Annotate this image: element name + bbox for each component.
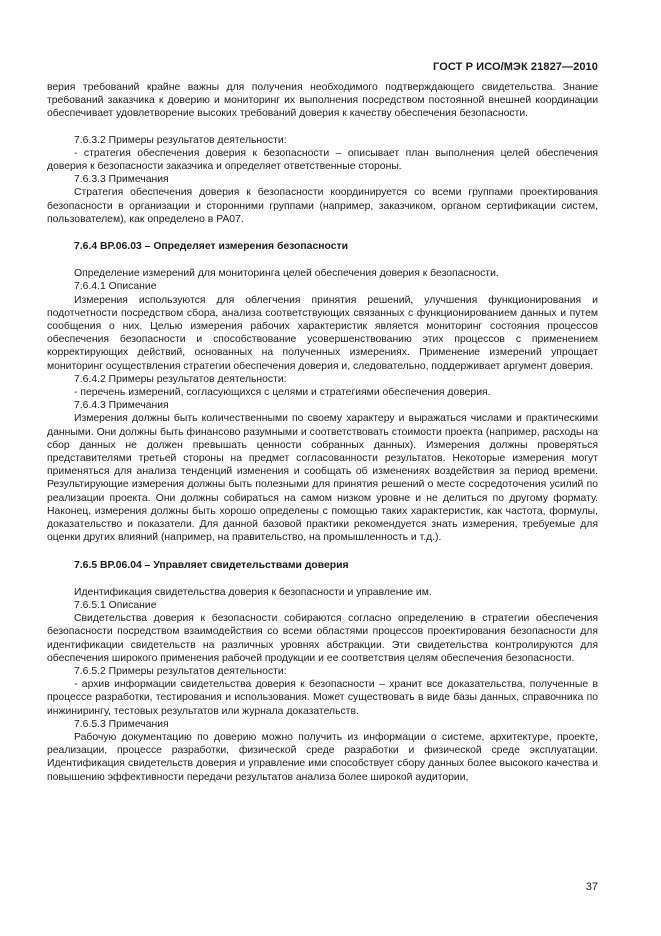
subsection-heading-7-6-4-2: 7.6.4.2 Примеры результатов деятельности: xyxy=(74,373,287,385)
subsection-heading-7-6-4-3: 7.6.4.3 Примечания xyxy=(74,400,169,412)
paragraph: Свидетельства доверия к безопасности собираются согласно определению в стратегии обеспечения безопасности посредством взаимодействия со всеми областями процессов проектирования безопасности для идентификации свидетельств на различных уровнях абстракции. Эти свидетельства контролируются для обеспечения широкого применения рабочей продукции и ее соответствия целям обеспечения безопасности. xyxy=(47,613,598,664)
paragraph: Идентификация свидетельства доверия к безопасности и управление им. xyxy=(74,586,432,598)
paragraph: Рабочую документацию по доверию можно получить из информации о системе, архитектуре, проекте, реализации, процессе разработки, физической среде разработки и физической среде эксплуатации. Идентификация свидетельств доверия и управление ими способствует сбору данных более высокого качества и повышению эффективности передачи результатов анализа более широкой аудитории, xyxy=(47,731,598,783)
paragraph-continuation: верия требований крайне важны для получения необходимого подтверждающего свидетельства. Знание требований заказчика к доверию и мониторинг их выполнения посредством постоянной внешней координации обеспечивает удовлетворение высоких требований доверия к качеству обеспечения безопасности. xyxy=(47,82,598,120)
paragraph: Измерения используются для облегчения принятия решений, улучшения функционирования и подотчетности посредством сбора, анализа соответствующих связанных с функционированием данных и путем сообщения о них. Целью измерения рабочих характеристик является мониторинг состояния процессов обеспечения безопасности и способствование усовершенствованию этих процессов с применением корректирующих действий, основанных на полученных измерениях. Применение измерений упрощает мониторинг осуществления стратегии обеспечения доверия и, следовательно, поддерживает аргумент доверия. xyxy=(47,294,598,372)
page-body xyxy=(47,81,598,784)
subsection-heading-7-6-5-2: 7.6.5.2 Примеры результатов деятельности: xyxy=(74,665,287,677)
list-item: - стратегия обеспечения доверия к безопасности – описывает план выполнения целей обеспечения доверия к безопасности заказчика и определяет ответственные стороны. xyxy=(47,147,598,173)
subsection-heading-7-6-5-3: 7.6.5.3 Примечания xyxy=(74,718,169,730)
section-heading-7-6-5: 7.6.5 ВР.06.04 – Управляет свидетельствами доверия xyxy=(74,559,349,571)
document-code-header: ГОСТ Р ИСО/МЭК 21827—2010 xyxy=(433,61,598,73)
paragraph: Определение измерений для мониторинга целей обеспечения доверия к безопасности. xyxy=(74,268,499,280)
subsection-heading-7-6-3-2: 7.6.3.2 Примеры результатов деятельности: xyxy=(74,134,287,146)
section-heading-7-6-4: 7.6.4 ВР.06.03 – Определяет измерения безопасности xyxy=(74,241,348,253)
paragraph: Стратегия обеспечения доверия к безопасности координируется со всеми группами проектирования безопасности в организации и сторонними группами (например, заказчиком, органом сертификации систем, пользователем), как определено в PA07. xyxy=(47,187,598,225)
page-number: 37 xyxy=(585,881,598,893)
subsection-heading-7-6-3-3: 7.6.3.3 Примечания xyxy=(74,174,169,186)
list-item: - перечень измерений, согласующихся с целями и стратегиями обеспечения доверия. xyxy=(74,387,491,399)
paragraph: Измерения должны быть количественными по своему характеру и выражаться числами и практическими данными. Они должны быть финансово разумными и соответствовать стоимости проекта (например, расходы на сбор данных не должен превышать ценности собранных данных). Измерения должны проверяться представителями третьей стороны на предмет согласованности результатов. Некоторые измерения могут применяться для анализа тенденций изменения и сообщать об изменениях воздействия за период времени. Результирующие измерения должны быть полезными для принятия решений о месте сосредоточения усилий по реализации проекта. Они должны собираться на самом низком уровне и не делиться по другому формату. Наконец, измерения должны быть хорошо определены с помощью таких характеристик, как частота, формулы, доказательство и показатели. Для данной базовой практики рекомендуется знать измерения, требуемые для оценки других влияний (например, на правительство, на промышленность и т.д.). xyxy=(47,413,598,544)
subsection-heading-7-6-4-1: 7.6.4.1 Описание xyxy=(74,281,157,293)
list-item: - архив информации свидетельства доверия к безопасности – хранит все доказательства, полученные в процессе разработки, тестирования и использования. Может существовать в виде базы данных, справочника по инжинирингу, тестовых результатов или журнала доказательств. xyxy=(47,679,598,717)
subsection-heading-7-6-5-1: 7.6.5.1 Описание xyxy=(74,599,157,611)
